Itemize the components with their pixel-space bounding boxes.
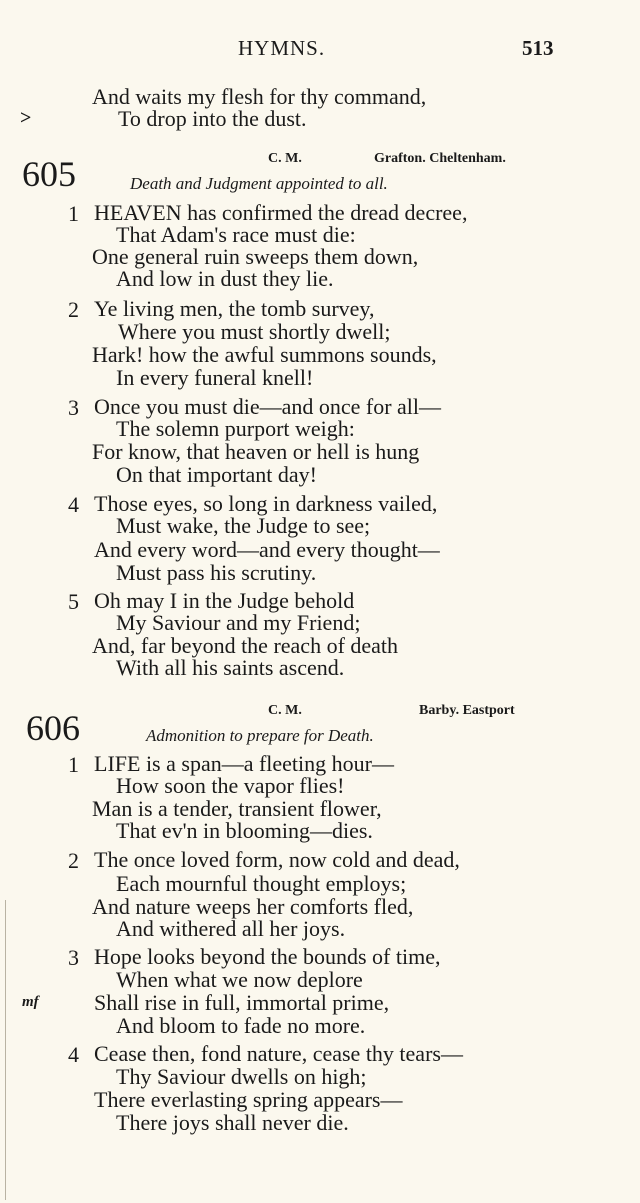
hymn-meter: C. M. [268, 703, 302, 718]
verse-line: Hark! how the awful summons sounds, [92, 342, 437, 367]
hymn-number: 605 [22, 154, 76, 194]
stanza-number: 4 [68, 1042, 79, 1067]
verse-line: For know, that heaven or hell is hung [92, 439, 420, 464]
hymn-subtitle: Admonition to prepare for Death. [146, 726, 374, 745]
verse-line: To drop into the dust. [118, 106, 307, 131]
verse-line: With all his saints ascend. [116, 655, 345, 680]
verse-line: Must pass his scrutiny. [116, 560, 317, 585]
stanza-number: 2 [68, 297, 79, 322]
verse-line: That ev'n in blooming—dies. [116, 818, 373, 843]
verse-line: One general ruin sweeps them down, [92, 244, 419, 269]
hymn-number: 606 [26, 708, 80, 748]
verse-line: And, far beyond the reach of death [92, 633, 399, 658]
verse-line: There joys shall never die. [116, 1110, 349, 1135]
running-head: HYMNS. [238, 36, 326, 60]
verse-line: Cease then, fond nature, cease thy tears— [94, 1041, 463, 1066]
verse-line: There everlasting spring appears— [94, 1087, 403, 1112]
continuation-marker: > [20, 107, 32, 129]
verse-line: Ye living men, the tomb survey, [94, 296, 375, 321]
verse-line: Hope looks beyond the bounds of time, [94, 944, 441, 969]
verse-line: Each mournful thought employs; [116, 871, 407, 896]
verse-line: And low in dust they lie. [116, 266, 334, 291]
stanza-number: 1 [68, 752, 79, 777]
verse-line: Once you must die—and once for all— [94, 394, 442, 419]
stanza-number: 2 [68, 848, 79, 873]
stanza-number: 3 [68, 395, 79, 420]
stanza-number: 3 [68, 945, 79, 970]
verse-line: And bloom to fade no more. [116, 1013, 366, 1038]
verse-line: In every funeral knell! [116, 365, 314, 390]
dynamic-marking: mf [22, 994, 39, 1010]
verse-line: Thy Saviour dwells on high; [116, 1064, 367, 1089]
verse-line: On that important day! [116, 462, 318, 487]
verse-line: The solemn purport weigh: [116, 416, 355, 441]
verse-line: And nature weeps her comforts fled, [92, 894, 414, 919]
verse-line: Man is a tender, transient flower, [92, 796, 382, 821]
verse-line: Must wake, the Judge to see; [116, 513, 371, 538]
verse-line: Where you must shortly dwell; [118, 319, 391, 344]
stanza-number: 4 [68, 492, 79, 517]
tune-names: Grafton. Cheltenham. [374, 151, 506, 166]
verse-line: Shall rise in full, immortal prime, [94, 990, 390, 1015]
verse-line: And waits my flesh for thy command, [92, 84, 427, 109]
verse-line: Oh may I in the Judge behold [94, 588, 355, 613]
tune-names: Barby. Eastport [419, 703, 515, 718]
hymn-meter: C. M. [268, 151, 302, 166]
page-number: 513 [522, 36, 554, 60]
verse-line: When what we now deplore [116, 967, 363, 992]
stanza-number: 5 [68, 589, 79, 614]
verse-line: HEAVEN has confirmed the dread decree, [94, 200, 468, 225]
hymn-subtitle: Death and Judgment appointed to all. [130, 174, 388, 193]
page-edge-shadow [5, 900, 6, 1200]
stanza-number: 1 [68, 201, 79, 226]
verse-line: LIFE is a span—a fleeting hour— [94, 751, 394, 776]
verse-line: How soon the vapor flies! [116, 773, 345, 798]
verse-line: Those eyes, so long in darkness vailed, [94, 491, 438, 516]
verse-line: That Adam's race must die: [116, 222, 356, 247]
verse-line: And withered all her joys. [116, 916, 346, 941]
verse-line: And every word—and every thought— [94, 537, 440, 562]
verse-line: The once loved form, now cold and dead, [94, 847, 460, 872]
verse-line: My Saviour and my Friend; [116, 610, 361, 635]
